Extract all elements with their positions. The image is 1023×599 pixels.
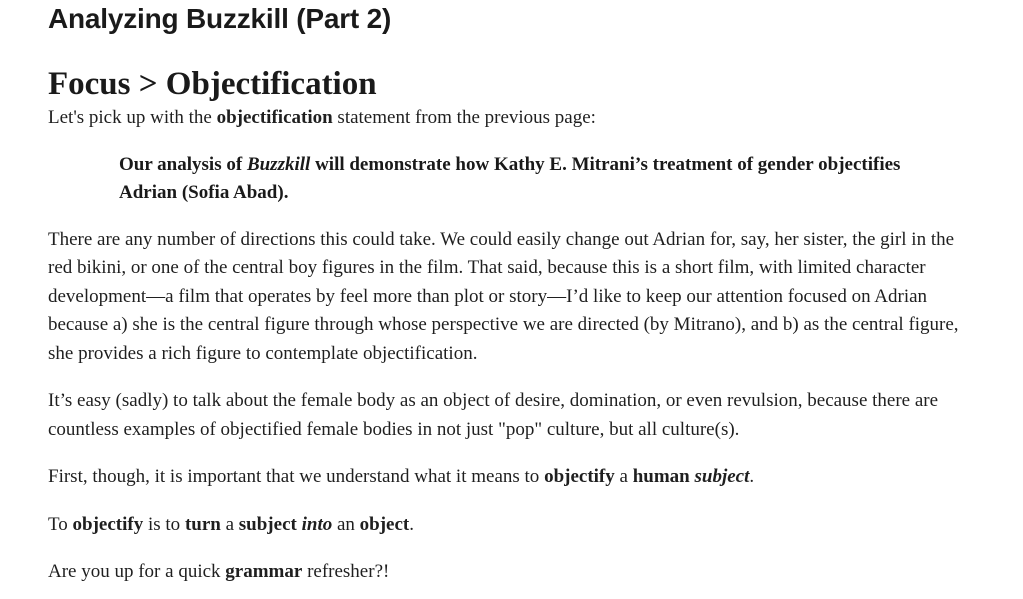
paragraph-objectify-definition: [48, 511, 975, 540]
bold-human: human: [632, 466, 690, 487]
quote-text: will demonstrate how Kathy E. Mitrani’s treatment of gender objectifies Adrian (Sofia Abad).: [119, 153, 901, 203]
text: is to: [143, 513, 185, 535]
bold-object: object: [359, 513, 410, 535]
bold-objectify: objectify: [544, 466, 615, 487]
bold-grammar: grammar: [225, 561, 303, 582]
text: To: [48, 513, 73, 535]
quote-text: Our analysis of: [119, 153, 247, 175]
text: .: [749, 466, 755, 487]
intro-paragraph: [48, 104, 975, 133]
thesis-blockquote: [119, 151, 951, 208]
paragraph-female-body: It’s easy (sadly) to talk about the female body as an object of desire, domination, or even revulsion, because there are countless examples of objectified female bodies in not just "pop" culture, but all culture(s).: [48, 390, 939, 440]
paragraph-directions: There are any number of directions this could take. We could easily change out Adrian for, say, her sister, the girl in the red bikini, or one of the central boy figures in the film. That said, because this is a short film, with limited character development—a film that operates by feel more than plot or story—I’d like to keep our attention focused on Adrian because a) she is the central figure through whose perspective we are directed (by Mitrano), and b) as the central figure, she provides a rich figure to contemplate objectification.: [48, 228, 959, 364]
bold-italic-into: into: [301, 513, 333, 535]
bold-turn: turn: [184, 513, 221, 535]
text: a: [614, 466, 633, 487]
paragraph-objectify-definition-intro: [48, 463, 975, 492]
paragraph-grammar-refresher: [48, 558, 975, 587]
section-heading: Focus > Objectification: [48, 66, 377, 102]
intro-text: statement from the previous page:: [332, 107, 596, 128]
text: refresher?!: [302, 561, 390, 582]
bold-objectify: objectify: [72, 513, 144, 535]
text: a: [220, 513, 239, 535]
bold-subject: subject: [238, 513, 297, 535]
intro-bold-objectification: objectification: [216, 107, 333, 128]
quote-film-title: Buzzkill: [246, 153, 311, 175]
text: Are you up for a quick: [48, 561, 226, 582]
text: First, though, it is important that we understand what it means to: [48, 466, 545, 487]
intro-text: Let's pick up with the: [48, 107, 217, 128]
text: an: [332, 513, 360, 535]
page-title: Analyzing Buzzkill (Part 2): [48, 3, 392, 34]
text: .: [409, 513, 414, 535]
bold-italic-subject: subject: [694, 466, 750, 487]
